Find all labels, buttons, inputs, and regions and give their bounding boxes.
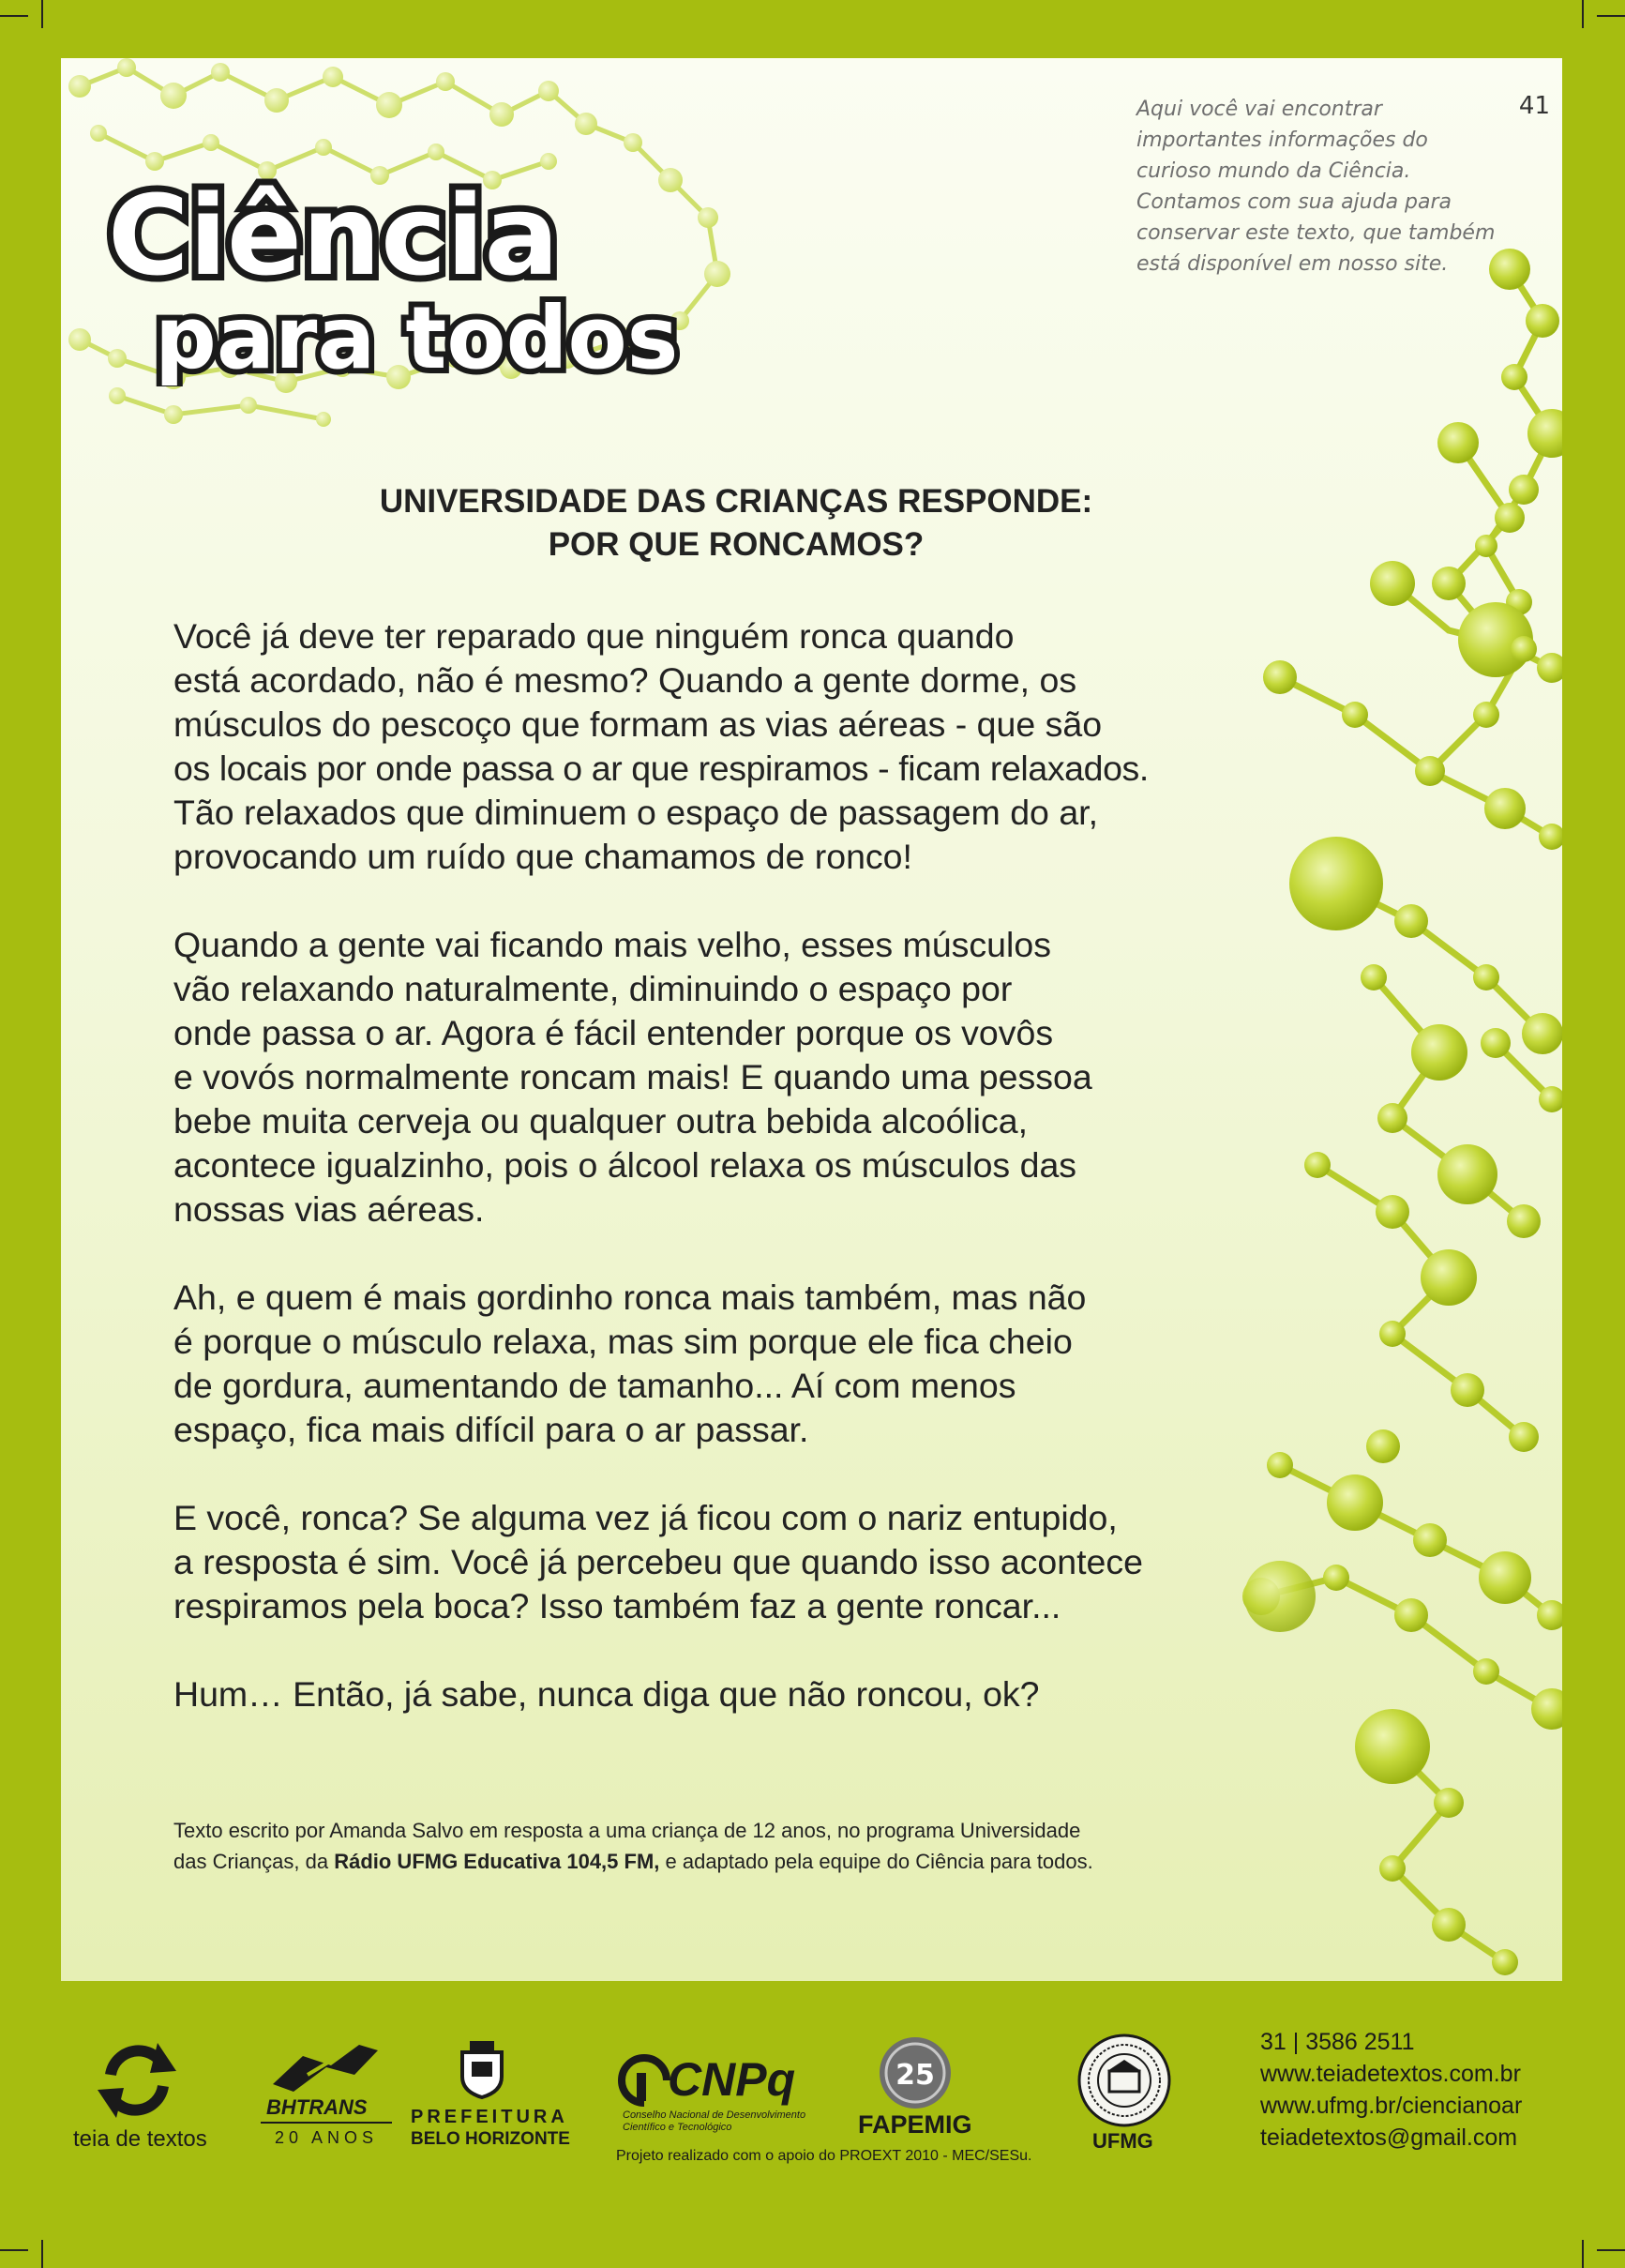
- text-line: é porque o músculo relaxa, mas sim porque ele fica cheio: [173, 1322, 1073, 1361]
- cnpq-sub-label: Conselho Nacional de Desenvolvimento: [623, 2109, 806, 2121]
- text-line: e vovós normalmente roncam mais! E quando uma pessoa: [173, 1057, 1092, 1096]
- support-note: Projeto realizado com o apoio do PROEXT 2010 - MEC/SESu.: [616, 2148, 1032, 2164]
- logo-line1: Ciência: [108, 171, 560, 300]
- ciencia-para-todos-logo: [98, 143, 755, 386]
- prefeitura-label: PREFEITURA: [411, 2107, 568, 2127]
- bhtrans-label: BHTRANS: [266, 2095, 368, 2119]
- intro-line: Aqui você vai encontrar: [1136, 98, 1382, 121]
- crop-mark: [0, 15, 28, 17]
- intro-line: Contamos com sua ajuda para: [1136, 190, 1452, 214]
- teia-label: teia de textos: [73, 2126, 207, 2152]
- text-line: a resposta é sim. Você já percebeu que quando isso acontece: [173, 1542, 1144, 1581]
- article-body: [173, 614, 1261, 1761]
- text-line: Ah, e quem é mais gordinho ronca mais também, mas não: [173, 1278, 1087, 1317]
- intro-line: curioso mundo da Ciência.: [1136, 159, 1411, 183]
- radio-name: Rádio UFMG Educativa 104,5 FM,: [334, 1850, 660, 1873]
- prefeitura-city-label: BELO HORIZONTE: [411, 2129, 570, 2149]
- text-line: Quando a gente vai ficando mais velho, esses músculos: [173, 925, 1051, 964]
- logo-line2: para todos: [155, 288, 679, 386]
- contact-email[interactable]: teiadetextos@gmail.com: [1260, 2124, 1518, 2151]
- text-line: nossas vias aéreas.: [173, 1189, 485, 1229]
- contact-phone: 31 | 3586 2511: [1260, 2029, 1415, 2055]
- fapemig-25-badge-icon: [876, 2034, 955, 2112]
- paragraph: [173, 614, 1261, 879]
- intro-line: está disponível em nosso site.: [1136, 252, 1449, 276]
- footer: [0, 1981, 1625, 2268]
- cnpq-sub-label: Científico e Tecnológico: [623, 2122, 732, 2133]
- text-line: respiramos pela boca? Isso também faz a gente roncar...: [173, 1586, 1061, 1625]
- bhtrans-logo-icon: [265, 2037, 383, 2095]
- contact-link[interactable]: www.teiadetextos.com.br: [1260, 2061, 1521, 2087]
- text-line: de gordura, aumentando de tamanho... Aí com menos: [173, 1366, 1016, 1405]
- ufmg-seal-icon: [1076, 2032, 1173, 2129]
- contact-info: [1260, 2026, 1522, 2154]
- article-title: [248, 480, 1224, 567]
- text-line: espaço, fica mais difícil para o ar passar.: [173, 1410, 809, 1449]
- text-line: está acordado, não é mesmo? Quando a gente dorme, os: [173, 660, 1077, 700]
- paragraph: [173, 923, 1261, 1232]
- cnpq-label: CNPq: [668, 2053, 796, 2106]
- text-line: vão relaxando naturalmente, diminuindo o espaço por: [173, 969, 1013, 1008]
- intro-text: [1136, 94, 1512, 280]
- bhtrans-divider: [261, 2122, 392, 2124]
- text-line: Você já deve ter reparado que ninguém ronca quando: [173, 616, 1015, 656]
- text-line: músculos do pescoço que formam as vias aéreas - que são: [173, 704, 1103, 744]
- bhtrans-sub-label: 20 ANOS: [275, 2128, 379, 2147]
- crop-mark: [41, 0, 43, 28]
- fapemig-badge-number: 25: [895, 2059, 935, 2092]
- text-line: E você, ronca? Se alguma vez já ficou com o nariz entupido,: [173, 1498, 1118, 1537]
- credit-line: Texto escrito por Amanda Salvo em resposta a uma criança de 12 anos, no programa Universidade: [173, 1819, 1081, 1842]
- page-number: 41: [1518, 92, 1550, 120]
- article-credit: [173, 1815, 1280, 1877]
- crop-mark: [1582, 0, 1584, 28]
- paragraph: [173, 1672, 1261, 1716]
- paragraph: [173, 1276, 1261, 1452]
- credit-text: e adaptado pela equipe do Ciência para todos.: [659, 1850, 1093, 1873]
- paragraph: [173, 1496, 1261, 1628]
- intro-line: importantes informações do: [1136, 129, 1428, 152]
- text-line: Hum… Então, já sabe, nunca diga que não roncou, ok?: [173, 1674, 1040, 1714]
- intro-line: conservar este texto, que também: [1136, 221, 1496, 245]
- text-line: onde passa o ar. Agora é fácil entender porque os vovôs: [173, 1013, 1054, 1052]
- crop-mark: [1597, 15, 1625, 17]
- text-line: acontece igualzinho, pois o álcool relaxa os músculos das: [173, 1145, 1077, 1185]
- ufmg-label: UFMG: [1092, 2129, 1153, 2153]
- contact-link[interactable]: www.ufmg.br/ciencianoar: [1260, 2093, 1523, 2119]
- text-line: bebe muita cerveja ou qualquer outra bebida alcoólica,: [173, 1101, 1029, 1141]
- cnpq-logo-icon: [616, 2052, 672, 2109]
- text-line: os locais por onde passa o ar que respiramos - ficam relaxados.: [173, 748, 1149, 788]
- prefeitura-crest-icon: [457, 2039, 507, 2099]
- credit-line: [173, 1846, 1280, 1877]
- title-line: POR QUE RONCAMOS?: [548, 526, 925, 563]
- text-line: Tão relaxados que diminuem o espaço de passagem do ar,: [173, 793, 1099, 832]
- teia-de-textos-logo-icon: [92, 2037, 182, 2122]
- text-line: provocando um ruído que chamamos de ronco!: [173, 837, 912, 876]
- fapemig-label: FAPEMIG: [858, 2110, 972, 2139]
- credit-text: das Crianças, da: [173, 1850, 335, 1873]
- title-line: UNIVERSIDADE DAS CRIANÇAS RESPONDE:: [379, 483, 1093, 520]
- content-panel: [61, 58, 1562, 1981]
